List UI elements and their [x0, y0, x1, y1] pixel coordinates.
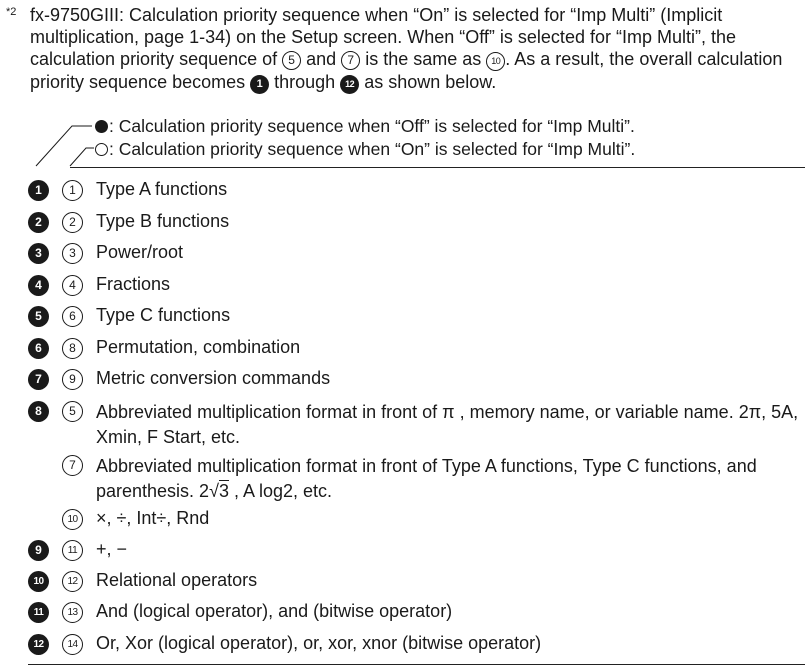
item-text: Type C functions [96, 305, 231, 325]
intro-text-5: through [269, 72, 341, 92]
circled-number: 7 [341, 51, 360, 70]
intro-text-3: is the same as [360, 49, 487, 69]
filled-number-badge: 8 [28, 401, 49, 422]
filled-number-badge: 7 [28, 369, 49, 390]
hollow-number-badge: 7 [62, 455, 83, 476]
filled-number-badge: 10 [28, 571, 49, 592]
hollow-number-badge: 14 [62, 634, 83, 655]
item-text-post: , A log2, etc. [228, 481, 333, 501]
hollow-number-badge: 3 [62, 243, 83, 264]
item-text: And (logical operator), and (bitwise operator) [96, 601, 453, 621]
item-text: Type A functions [96, 179, 228, 199]
filled-bullet-icon [95, 120, 108, 133]
hollow-number-badge: 2 [62, 212, 83, 233]
filled-number-badge: 12 [28, 634, 49, 655]
filled-number-badge: 3 [28, 243, 49, 264]
hollow-number-badge: 6 [62, 306, 83, 327]
item-text: +, − [96, 539, 128, 559]
filled-circled-number: 12 [340, 75, 359, 94]
legend-on-text: : Calculation priority sequence when “On” is selected for “Imp Multi”. [109, 139, 636, 159]
top-divider [70, 167, 805, 168]
item-text [96, 454, 806, 504]
filled-number-badge: 9 [28, 540, 49, 561]
legend-connector-off [36, 126, 92, 166]
legend-off [95, 116, 635, 137]
intro-text-4: . As a result, the overall calculation priority sequence becomes [30, 49, 783, 92]
filled-number-badge: 11 [28, 602, 49, 623]
item-text: Abbreviated multiplication format in front of π , memory name, or variable name. 2π, 5A, Xmin, F Start, etc. [96, 402, 799, 447]
hollow-number-badge: 4 [62, 275, 83, 296]
item-text: Power/root [96, 242, 184, 262]
intro-text-2: and [301, 49, 342, 69]
item-text-pre: Abbreviated multiplication format in front of Type A functions, Type C functions, and parenthesis. 2√ [96, 456, 757, 501]
hollow-number-badge: 1 [62, 180, 83, 201]
item-text: Type B functions [96, 211, 230, 231]
filled-number-badge: 6 [28, 338, 49, 359]
circled-number: 5 [282, 51, 301, 70]
hollow-bullet-icon [95, 143, 108, 156]
hollow-number-badge: 12 [62, 571, 83, 592]
item-text: Permutation, combination [96, 337, 301, 357]
legend-connector-on [70, 148, 94, 166]
legend-off-text: : Calculation priority sequence when “Off” is selected for “Imp Multi”. [109, 116, 635, 136]
footnote-marker: *2 [6, 6, 17, 18]
filled-circled-number: 1 [250, 75, 269, 94]
bottom-divider [28, 664, 805, 665]
filled-number-badge: 4 [28, 275, 49, 296]
intro-text-6: as shown below. [359, 72, 497, 92]
hollow-number-badge: 5 [62, 401, 83, 422]
intro-text-1: fx-9750GIII: Calculation priority sequence when “On” is selected for “Imp Multi” (Implicit multiplication, page 1-34) on the Setup screen. When “Off” is selected for “Imp Multi”, the calculation priority sequence of [30, 5, 736, 69]
filled-number-badge: 5 [28, 306, 49, 327]
item-text: ×, ÷, Int÷, Rnd [96, 508, 210, 528]
item-text: Fractions [96, 274, 171, 294]
legend-on [95, 139, 635, 160]
item-text: Relational operators [96, 570, 258, 590]
filled-number-badge: 2 [28, 212, 49, 233]
hollow-number-badge: 9 [62, 369, 83, 390]
item-text: Metric conversion commands [96, 368, 331, 388]
filled-number-badge: 1 [28, 180, 49, 201]
circled-number: 10 [486, 52, 505, 71]
hollow-number-badge: 8 [62, 338, 83, 359]
hollow-number-badge: 13 [62, 602, 83, 623]
intro-paragraph [30, 4, 805, 94]
item-text: Or, Xor (logical operator), or, xor, xnor (bitwise operator) [96, 633, 542, 653]
hollow-number-badge: 11 [62, 540, 83, 561]
hollow-number-badge: 10 [62, 509, 83, 530]
sqrt-argument: 3 [218, 481, 229, 501]
